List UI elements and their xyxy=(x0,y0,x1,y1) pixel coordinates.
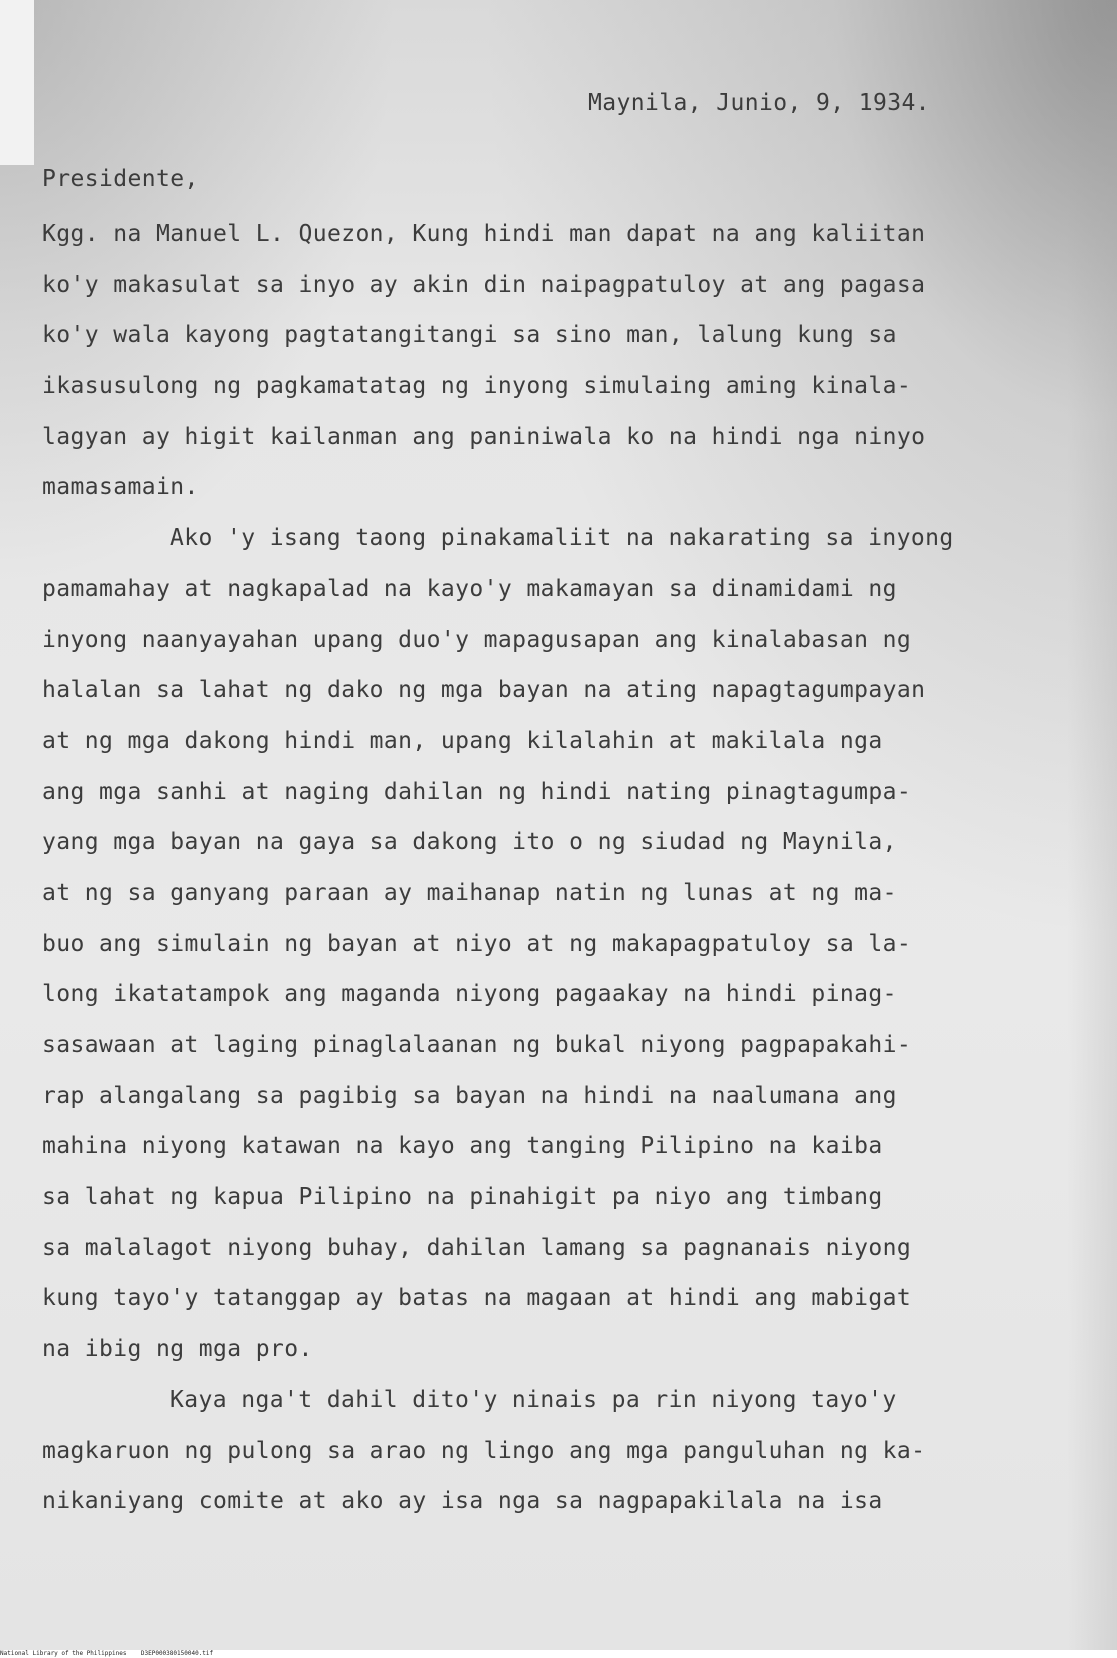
body-line: rap alangalang sa pagibig sa bayan na hindi na naalumana ang xyxy=(42,1082,897,1109)
body-line: sasawaan at laging pinaglalaanan ng bukal niyong pagpapakahi- xyxy=(42,1032,912,1058)
body-line: ko'y wala kayong pagtatangitangi sa sino man, lalung kung sa xyxy=(42,322,897,349)
body-line: yang mga bayan na gaya sa dakong ito o ng siudad ng Maynila, xyxy=(42,829,897,856)
body-line: lagyan ay higit kailanman ang paniniwala ko na hindi nga ninyo xyxy=(42,423,926,450)
body-line: sa malalagot niyong buhay, dahilan lamang sa pagnanais niyong xyxy=(42,1234,912,1261)
body-line: kung tayo'y tatanggap ay batas na magaan at hindi ang mabigat xyxy=(42,1285,912,1312)
body-line: mamasamain. xyxy=(42,474,199,501)
body-line: pamamahay at nagkapalad na kayo'y makamayan sa dinamidami ng xyxy=(42,575,897,602)
date-line: Maynila, Junio, 9, 1934. xyxy=(588,90,930,116)
body-line: mahina niyong katawan na kayo ang tanging Pilipino na kaiba xyxy=(42,1133,883,1160)
body-line: buo ang simulain ng bayan at niyo at ng makapagpatuloy sa la- xyxy=(42,930,912,957)
body-line: long ikatatampok ang maganda niyong pagaakay na hindi pinag- xyxy=(42,981,897,1008)
body-line: Kaya nga't dahil dito'y ninais pa rin niyong tayo'y xyxy=(170,1386,897,1413)
archive-file-label: National Library of the Philippines D3EP000380150040.tif xyxy=(0,1650,214,1657)
salutation: Presidente, xyxy=(42,166,199,192)
body-line: at ng sa ganyang paraan ay maihanap natin ng lunas at ng ma- xyxy=(42,879,897,906)
body-line: halalan sa lahat ng dako ng mga bayan na ating napagtagumpayan xyxy=(42,677,926,704)
body-line: Kgg. na Manuel L. Quezon, Kung hindi man dapat na ang kaliitan xyxy=(42,221,926,247)
letter-body xyxy=(42,220,954,1538)
body-line: na ibig ng mga pro. xyxy=(42,1336,313,1363)
page-shadow xyxy=(1067,0,1117,1650)
body-line: magkaruon ng pulong sa arao ng lingo ang mga panguluhan ng ka- xyxy=(42,1437,926,1464)
body-line: at ng mga dakong hindi man, upang kilalahin at makilala nga xyxy=(42,727,883,754)
body-line: ko'y makasulat sa inyo ay akin din naipagpatuloy at ang pagasa xyxy=(42,271,926,298)
body-line: nikaniyang comite at ako ay isa nga sa nagpapakilala na isa xyxy=(42,1488,883,1515)
page-edge-strip xyxy=(0,0,34,165)
body-line: Ako 'y isang taong pinakamaliit na nakarating sa inyong xyxy=(170,525,954,552)
body-line: ang mga sanhi at naging dahilan ng hindi nating pinagtagumpa- xyxy=(42,778,912,805)
body-line: sa lahat ng kapua Pilipino na pinahigit pa niyo ang timbang xyxy=(42,1184,883,1211)
body-line: inyong naanyayahan upang duo'y mapagusapan ang kinalabasan ng xyxy=(42,626,912,653)
body-line: ikasusulong ng pagkamatatag ng inyong simulaing aming kinala- xyxy=(42,373,912,400)
